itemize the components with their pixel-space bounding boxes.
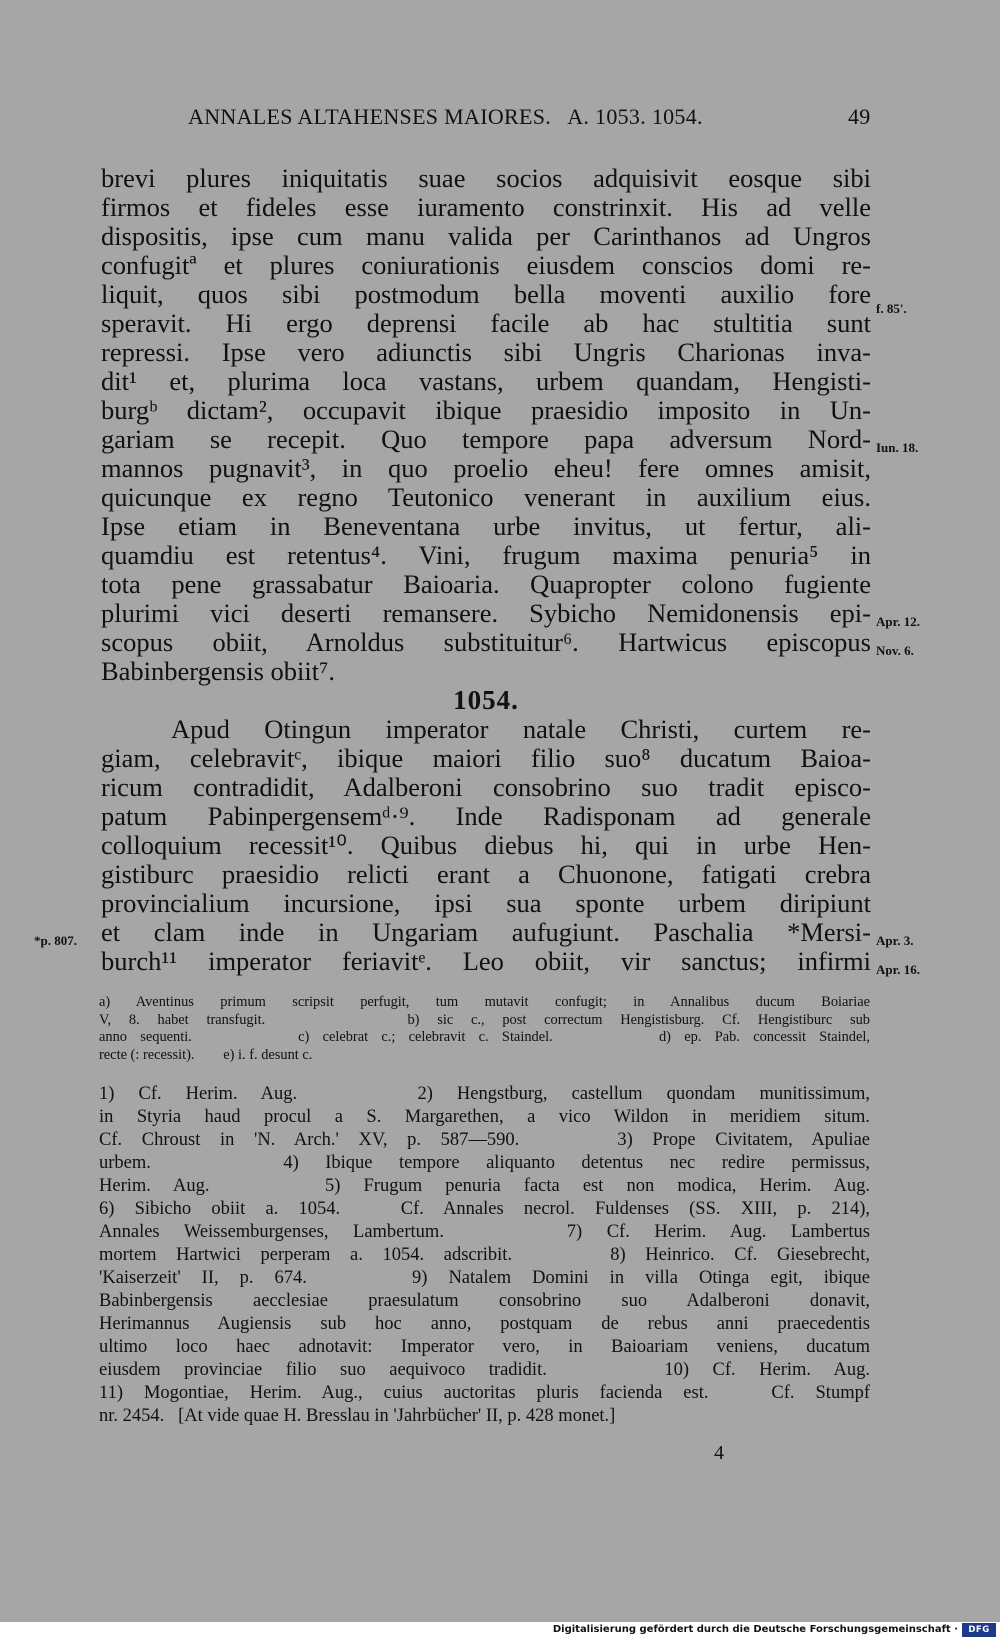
- critical-apparatus: [99, 994, 870, 1064]
- apparatus-line: anno sequenti. c) celebrat c.; celebravit c. Staindel. d) ep. Pab. concessit Staindel,: [99, 1029, 870, 1045]
- margin-note-date: Nov. 6.: [876, 643, 914, 658]
- text-line: plurimi vici deserti remansere. Sybicho Nemidonensis epi-: [101, 598, 871, 628]
- footnote-line: Herim. Aug. 5) Frugum penuria facta est non modica, Herim. Aug.: [99, 1176, 870, 1196]
- footnote-line: 6) Sibicho obiit a. 1054. Cf. Annales necrol. Fuldenses (SS. XIII, p. 214),: [99, 1199, 870, 1219]
- main-text: [101, 164, 871, 976]
- margin-note-date: Apr. 3.: [876, 933, 914, 948]
- running-title: ANNALES ALTAHENSES MAIORES. A. 1053. 1054.: [188, 104, 703, 129]
- dfg-logo: DFG: [962, 1623, 996, 1637]
- footnote-line: Cf. Chroust in 'N. Arch.' XV, p. 587—590. 3) Prope Civitatem, Apuliae: [99, 1130, 870, 1150]
- text-line: ricum contradidit, Adalberoni consobrino suo tradit episco-: [101, 772, 871, 802]
- text-line: colloquium recessit¹⁰. Quibus diebus hi, qui in urbe Hen-: [101, 830, 871, 860]
- footnote-line: mortem Hartwici perperam a. 1054. adscribit. 8) Heinrico. Cf. Giesebrecht,: [99, 1245, 870, 1265]
- text-line: firmos et fideles esse iuramento constrinxit. His ad velle: [101, 192, 871, 222]
- footnote-line: Annales Weissemburgenses, Lambertum. 7) Cf. Herim. Aug. Lambertus: [99, 1222, 870, 1242]
- apparatus-line: V, 8. habet transfugit. b) sic c., post correctum Hengistisburg. Cf. Hengistiburc sub: [99, 1011, 870, 1028]
- footnote-line: in Styria haud procul a S. Margarethen, a vico Wildon in meridiem situm.: [99, 1107, 870, 1127]
- margin-note-page-ref: *p. 807.: [34, 933, 77, 948]
- footnote-line: 1) Cf. Herim. Aug. 2) Hengstburg, castellum quondam munitissimum,: [99, 1084, 870, 1104]
- text-line: confugitª et plures coniurationis eiusdem conscios domi re-: [101, 250, 871, 280]
- footnote-line: urbem. 4) Ibique tempore aliquanto detentus nec redire permissus,: [99, 1153, 870, 1173]
- text-line: scopus obiit, Arnoldus substituitur⁶. Hartwicus episcopus: [101, 627, 871, 657]
- text-line: patum Pabinpergensemᵈ·⁹. Inde Radisponam ad generale: [101, 801, 871, 831]
- text-line: quicunque ex regno Teutonico venerant in auxilium eius.: [101, 482, 871, 512]
- text-line: Ipse etiam in Beneventana urbe invitus, ut fertur, ali-: [101, 511, 871, 541]
- text-line: brevi plures iniquitatis suae socios adquisivit eosque sibi: [101, 163, 871, 193]
- text-line: tota pene grassabatur Baioaria. Quapropter colono fugiente: [101, 569, 871, 599]
- footnote-line: ultimo loco haec adnotavit: Imperator vero, in Baioariam veniens, ducatum: [99, 1337, 870, 1357]
- apparatus-line: recte (: recessit). e) i. f. desunt c.: [99, 1046, 313, 1063]
- text-line: repressi. Ipse vero adiunctis sibi Ungris Charionas inva-: [101, 337, 871, 367]
- text-line: dit¹ et, plurima loca vastans, urbem quandam, Hengisti-: [101, 366, 871, 396]
- footnote-line: 'Kaiserzeit' II, p. 674. 9) Natalem Domini in villa Otinga egit, ibique: [99, 1268, 870, 1288]
- text-line: burgᵇ dictam², occupavit ibique praesidio imposito in Un-: [101, 395, 871, 425]
- digitization-footer: [0, 1622, 1000, 1639]
- margin-note-date: Apr. 16.: [876, 962, 920, 977]
- footnote-line: Herimannus Augiensis sub hoc anno, postquam de rebus anni praecedentis: [99, 1314, 870, 1334]
- page-number: 49: [848, 104, 871, 129]
- text-line: speravit. Hi ergo deprensi facile ab hac stultitia sunt: [101, 308, 871, 338]
- footnotes: [99, 1083, 870, 1428]
- text-line: mannos pugnavit³, in quo proelio eheu! fere omnes amisit,: [101, 453, 871, 483]
- text-line: provincialium incursione, ipsi sua sponte urbem diripiunt: [101, 888, 871, 918]
- text-line: dispositis, ipse cum manu valida per Carinthanos ad Ungros: [101, 221, 871, 251]
- footnote-line: Babinbergensis aecclesiae praesulatum consobrino suo Adalberoni donavit,: [99, 1291, 870, 1311]
- text-line: giam, celebravitᶜ, ibique maiori filio suo⁸ ducatum Baioa-: [101, 743, 871, 773]
- text-line: gariam se recepit. Quo tempore papa adversum Nord-: [101, 424, 871, 454]
- text-line: et clam inde in Ungariam aufugiunt. Paschalia *Mersi-: [101, 917, 871, 947]
- text-line: Babinbergensis obiit⁷.: [101, 656, 335, 686]
- apparatus-line: a) Aventinus primum scripsit perfugit, tum mutavit confugit; in Annalibus ducum Boiariae: [99, 994, 870, 1010]
- margin-note-date: Iun. 18.: [876, 440, 919, 455]
- footnote-line: 11) Mogontiae, Herim. Aug., cuius auctoritas pluris facienda est. Cf. Stumpf: [99, 1383, 870, 1403]
- footnote-line: eiusdem provinciae filio suo aequivoco tradidit. 10) Cf. Herim. Aug.: [99, 1360, 870, 1380]
- text-line: gistiburc praesidio relicti erant a Chuonone, fatigati crebra: [101, 859, 871, 889]
- text-line: quamdiu est retentus⁴. Vini, frugum maxima penuria⁵ in: [101, 540, 871, 570]
- text-line: liquit, quos sibi postmodum bella moventi auxilio fore: [101, 279, 871, 309]
- margin-note-date: Apr. 12.: [876, 614, 920, 629]
- year-heading: 1054.: [453, 685, 519, 715]
- text-line: burch¹¹ imperator feriavitᵉ. Leo obiit, vir sanctus; infirmi: [101, 946, 871, 976]
- text-line: Apud Otingun imperator natale Christi, curtem re-: [171, 714, 871, 744]
- footnote-line: nr. 2454. [At vide quae H. Bresslau in 'Jahrbücher' II, p. 428 monet.]: [99, 1406, 616, 1426]
- margin-note-folio: f. 85'.: [876, 301, 907, 316]
- running-head: [0, 104, 1000, 138]
- signature-mark: 4: [714, 1442, 724, 1464]
- funding-credit: Digitalisierung gefördert durch die Deutsche Forschungsgemeinschaft ·: [552, 1624, 958, 1635]
